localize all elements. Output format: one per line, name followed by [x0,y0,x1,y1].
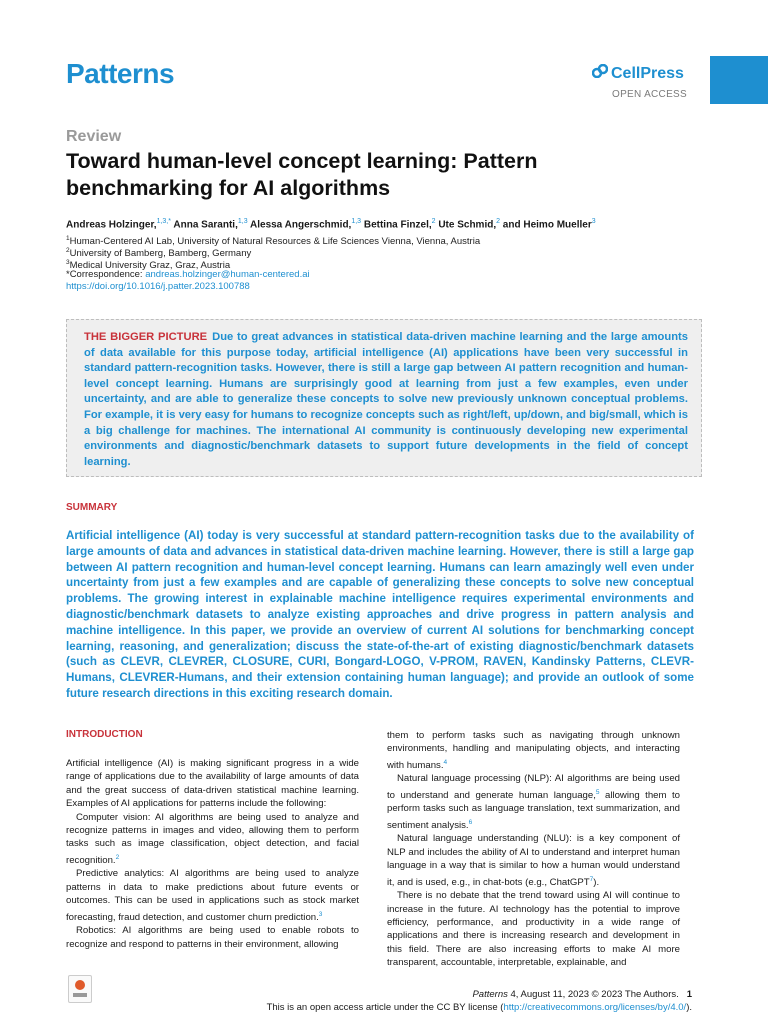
affiliation-text: University of Bamberg, Bamberg, Germany [69,248,252,260]
footer-journal: Patterns [472,989,508,1000]
body-paragraph: Natural language understanding (NLU): is a key component of NLP and includes the ability of AI to understand and interpret human language in a way that is similar to how a human would understand it, and is used, e.g., in chat-bots (e.g., ChatGPT$^7$). [387,833,680,888]
body-column-right [387,729,680,970]
body-column-left [66,757,359,951]
author-affil-ref[interactable]: 1,3 [237,218,248,225]
author-name: and Heimo Mueller [500,219,592,231]
author-affil-ref[interactable]: 2 [496,218,501,225]
bigger-picture-body: Due to great advances in statistical data-driven machine learning and the large amounts of data available for this purpose today, artificial intelligence (AI) applications have been very successful in standard pattern-recognition tasks. However, there is still a large gap between AI pattern recognition and human-level concept learning. Humans are surprisingly good at learning from just a few examples, even under uncertainty, and are able to generalize these concepts to solve new previously unknown conceptual problems. For example, it is very easy for humans to recognize concepts such as right/left, up/down, and big/small, which is a big challenge for machines. The international AI community is continuously developing new experimental environments and diagnostic/benchmark datasets to support future developments in the field of concept learning. [84,331,689,468]
body-paragraph: Robotics: AI algorithms are being used to enable robots to recognize and respond to patterns in their environment, allowing [66,925,359,950]
affiliation-text: Medical University Graz, Graz, Austria [69,260,231,272]
header-color-tab [710,56,768,104]
publisher-logo[interactable] [592,64,684,83]
author-affil-ref[interactable]: 1,3,* [156,218,171,225]
author-name: Andreas Holzinger, [66,219,157,231]
body-paragraph: There is no debate that the trend toward using AI will continue to increase in the future. AI technology has the potential to improve efficiency, performance, and productivity in a wide range of applications and there is increasing research and development in this field. There are also increasing efforts to make AI more transparent, accountable, interpretable, explainable, and [387,890,680,969]
correspondence-email-link[interactable]: andreas.holzinger@human-centered.ai [145,269,310,280]
author-affil-ref[interactable]: 3 [591,218,596,225]
body-paragraph: them to perform tasks such as navigating through unknown environments, handling and manipulating objects, and interacting with humans.$^4$ [387,730,680,771]
author-name: Ute Schmid, [435,219,497,231]
check-for-updates-icon[interactable] [68,975,92,1003]
article-type: Review [66,128,122,145]
publisher-name: CellPress [611,65,684,82]
body-paragraph: Natural language processing (NLP): AI algorithms are being used to understand and generate human language,$^5$ allowing them to perform tasks such as language translation, text summarization, and sentiment analysis.$^6$ [387,773,680,831]
bigger-picture-label: THE BIGGER PICTURE [84,331,208,343]
doi-link[interactable]: https://doi.org/10.1016/j.patter.2023.100788 [66,281,250,292]
affiliation-number: 1 [66,235,70,242]
article-title: Toward human-level concept learning: Pattern benchmarking for AI algorithms [66,149,538,200]
journal-name: Patterns [66,58,175,89]
license-text: This is an open access article under the CC BY license ( [266,1002,504,1013]
summary-heading: SUMMARY [66,502,118,513]
correspondence [66,269,706,281]
open-access-label: OPEN ACCESS [612,89,687,100]
author-name: Alessa Angerschmid, [247,219,352,231]
introduction-heading: INTRODUCTION [66,729,143,740]
author-list [66,218,706,230]
citation-ref[interactable]: 4 [443,758,448,766]
footer-citation-text: 4, August 11, 2023 © 2023 The Authors. [507,989,679,1000]
body-paragraph: Artificial intelligence (AI) is making significant progress in a wide range of applications due to the availability of large amounts of data and the great success of data-driven statistical machine learning. Examples of AI applications for patterns include the following: [66,758,359,810]
correspondence-label: *Correspondence: [66,269,146,280]
license-link[interactable]: http://creativecommons.org/licenses/by/4.0/ [503,1002,687,1013]
footer-citation [380,989,692,1000]
citation-ref[interactable]: 3 [318,910,323,918]
citation-ref[interactable]: 6 [468,818,473,826]
citation-ref[interactable]: 2 [115,853,120,861]
affiliation-number: 3 [66,259,70,266]
cellpress-icon [592,64,608,83]
author-name: Anna Saranti, [170,219,238,231]
citation-ref[interactable]: 7 [589,875,594,883]
author-name: Bettina Finzel, [361,219,432,231]
footer-license [200,1002,692,1013]
summary-text: Artificial intelligence (AI) today is very successful at standard pattern-recognition tasks due to the availability of large amounts of data and advances in statistical data-driven machine learning. However, there is still a large gap between AI pattern recognition and human-level concept learning. Humans can learn amazingly well even under uncertainty from just a few examples and are capable of generalizing these concepts to solve new conceptual problems. The growing interest in explainable machine intelligence requires experimental environments and diagnostic/benchmark datasets to analyze existing approaches and drive progress in pattern analysis and machine intelligence. In this paper, we provide an overview of current AI solutions for benchmarking concept learning, reasoning, and generalization; discuss the state-of-the-art of existing diagnostic/benchmark datasets (such as CLEVR, CLEVRER, CLOSURE, CURI, Bongard-LOGO, V-PROM, RAVEN, Kandinsky Patterns, CLEVR-Humans, CLEVRER-Humans, and their extension containing human language); and provide an outlook of some future research directions in this exciting research domain. [66,529,694,700]
affiliation-text: Human-Centered AI Lab, University of Natural Resources & Life Sciences Vienna, Vienna, Austria [69,236,481,248]
bigger-picture-text [84,330,688,470]
license-text-end: ). [686,1002,692,1013]
author-affil-ref[interactable]: 2 [431,218,436,225]
citation-ref[interactable]: 5 [595,788,600,796]
affiliation-number: 2 [66,247,70,254]
author-affil-ref[interactable]: 1,3 [351,218,362,225]
page-number: 1 [686,989,692,1000]
body-paragraph: Predictive analytics: AI algorithms are being used to analyze patterns in data to make predictions about future events or outcomes. This can be used in applications such as stock market forecasting, fraud detection, and customer churn prediction.$^3$ [66,868,359,923]
body-paragraph: Computer vision: AI algorithms are being used to analyze and recognize patterns in images and video, allowing them to perform tasks such as image classification, object detection, and facial recognition.$^2$ [66,811,359,867]
